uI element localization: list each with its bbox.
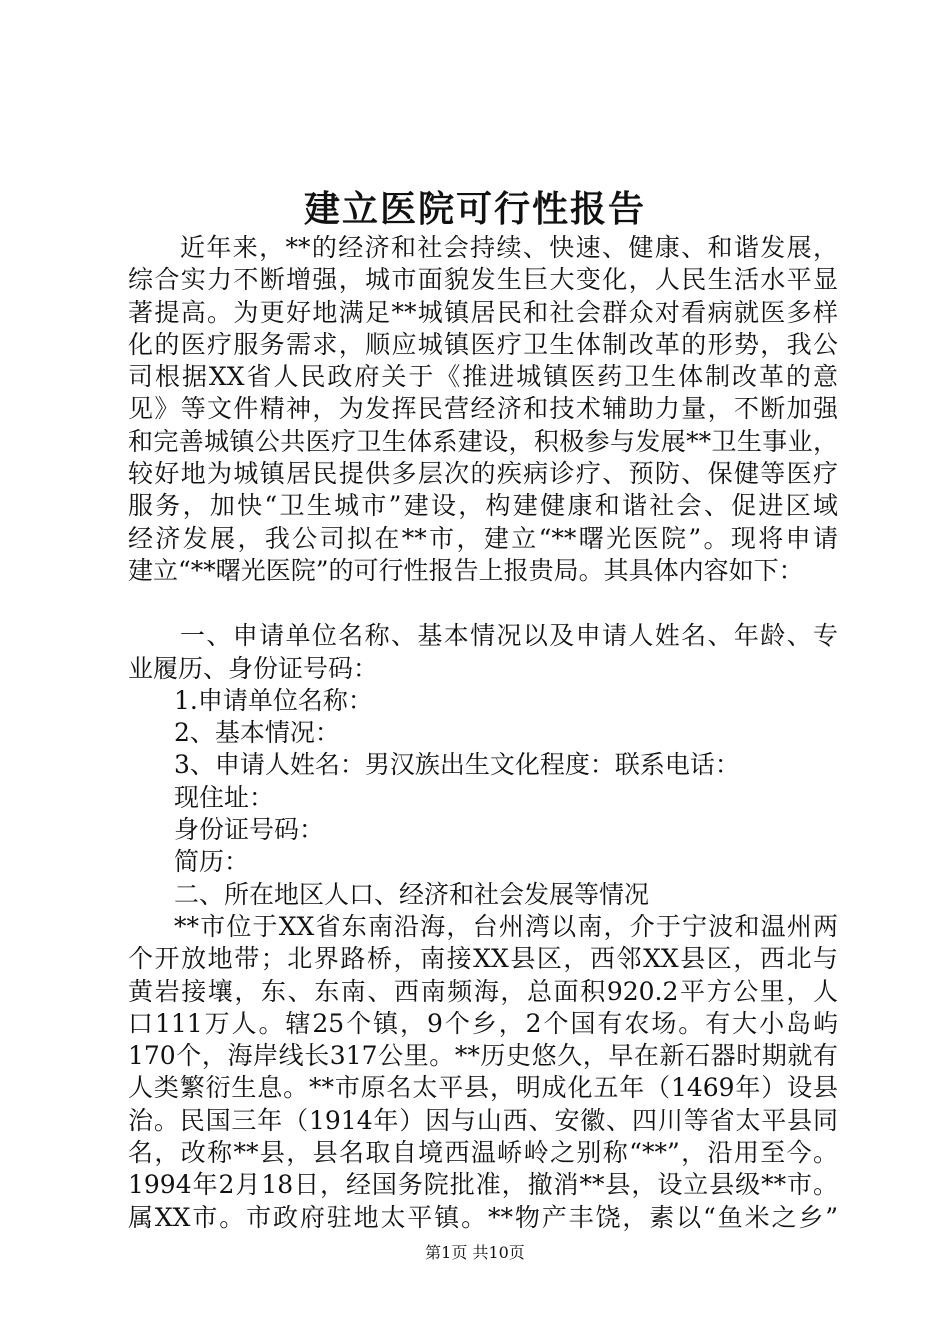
paragraph-gap	[128, 587, 838, 620]
list-item: 身份证号码：	[174, 815, 325, 845]
paragraph-line: 一、申请单位名称、基本情况以及申请人姓名、年龄、专	[180, 621, 838, 651]
paragraph-line: 近年来，**的经济和社会持续、快速、健康、和谐发展，	[180, 233, 838, 262]
paragraph-line: 黄岩接壤，东、东南、西南频海，总面积920.2平方公里，人	[128, 976, 838, 1006]
paragraph-line: 个开放地带；北界路桥，南接XX县区，西邻XX县区，西北与	[128, 944, 838, 974]
page-footer: 第1页 共10页	[425, 1243, 525, 1262]
paragraph-line: 经济发展，我公司拟在**市，建立“**曙光医院”。现将申请	[128, 523, 838, 553]
section-1-heading	[128, 620, 838, 685]
paragraph-line: 见》等文件精神，为发挥民营经济和技术辅助力量，不断加强	[128, 394, 838, 424]
paragraph-line: 司根据XX省人民政府关于《推进城镇医药卫生体制改革的意	[128, 362, 838, 392]
section-2-paragraph	[128, 911, 838, 1234]
paragraph-line: 业履历、身份证号码：	[128, 653, 379, 683]
list-item: 3、申请人姓名：男汉族出生文化程度：联系电话：	[174, 750, 740, 780]
paragraph-line: **市位于XX省东南沿海，台州湾以南，介于宁波和温州两	[174, 911, 838, 941]
paragraph-line: 综合实力不断增强，城市面貌发生巨大变化，人民生活水平显	[128, 265, 838, 295]
paragraph-line: 名，改称**县，县名取自境西温峤岭之别称“**”，沿用至今。	[128, 1138, 838, 1168]
paragraph-line: 170个，海岸线长317公里。**历史悠久，早在新石器时期就有	[128, 1041, 838, 1071]
paragraph-line: 化的医疗服务需求，顺应城镇医疗卫生体制改革的形势，我公	[128, 329, 838, 359]
document-title: 建立医院可行性报告	[303, 188, 646, 230]
paragraph-line: 1994年2月18日，经国务院批准，撤消**县，设立县级**市。	[128, 1170, 838, 1200]
section-2-heading: 二、所在地区人口、经济和社会发展等情况	[174, 879, 650, 909]
paragraph-line: 较好地为城镇居民提供多层次的疾病诊疗、预防、保健等医疗	[128, 459, 838, 489]
paragraph-line: 建立“**曙光医院”的可行性报告上报贵局。其具体内容如下：	[128, 555, 804, 585]
list-item: 现住址：	[174, 782, 275, 812]
paragraph-line: 治。民国三年（1914年）因与山西、安徽、四川等省太平县同	[128, 1105, 838, 1135]
paragraph-line: 服务，加快“卫生城市”建设，构建健康和谐社会、促进区域	[128, 491, 838, 521]
list-item: 1.申请单位名称：	[174, 685, 373, 715]
list-item: 2、基本情况：	[174, 718, 340, 748]
paragraph-line: 和完善城镇公共医疗卫生体系建设，积极参与发展**卫生事业，	[128, 426, 838, 456]
paragraph-line: 口111万人。辖25个镇，9个乡，2个国有农场。有大小岛屿	[128, 1008, 838, 1038]
list-item: 简历：	[174, 847, 250, 877]
applicant-items	[128, 685, 838, 911]
document-body	[128, 232, 838, 1234]
intro-paragraph	[128, 232, 838, 587]
paragraph-line: 著提高。为更好地满足**城镇居民和社会群众对看病就医多样	[128, 297, 838, 327]
paragraph-line: 人类繁衍生息。**市原名太平县，明成化五年（1469年）设县	[128, 1073, 838, 1103]
paragraph-line: 属XX市。市政府驻地太平镇。**物产丰饶，素以“鱼米之乡”	[128, 1202, 838, 1232]
